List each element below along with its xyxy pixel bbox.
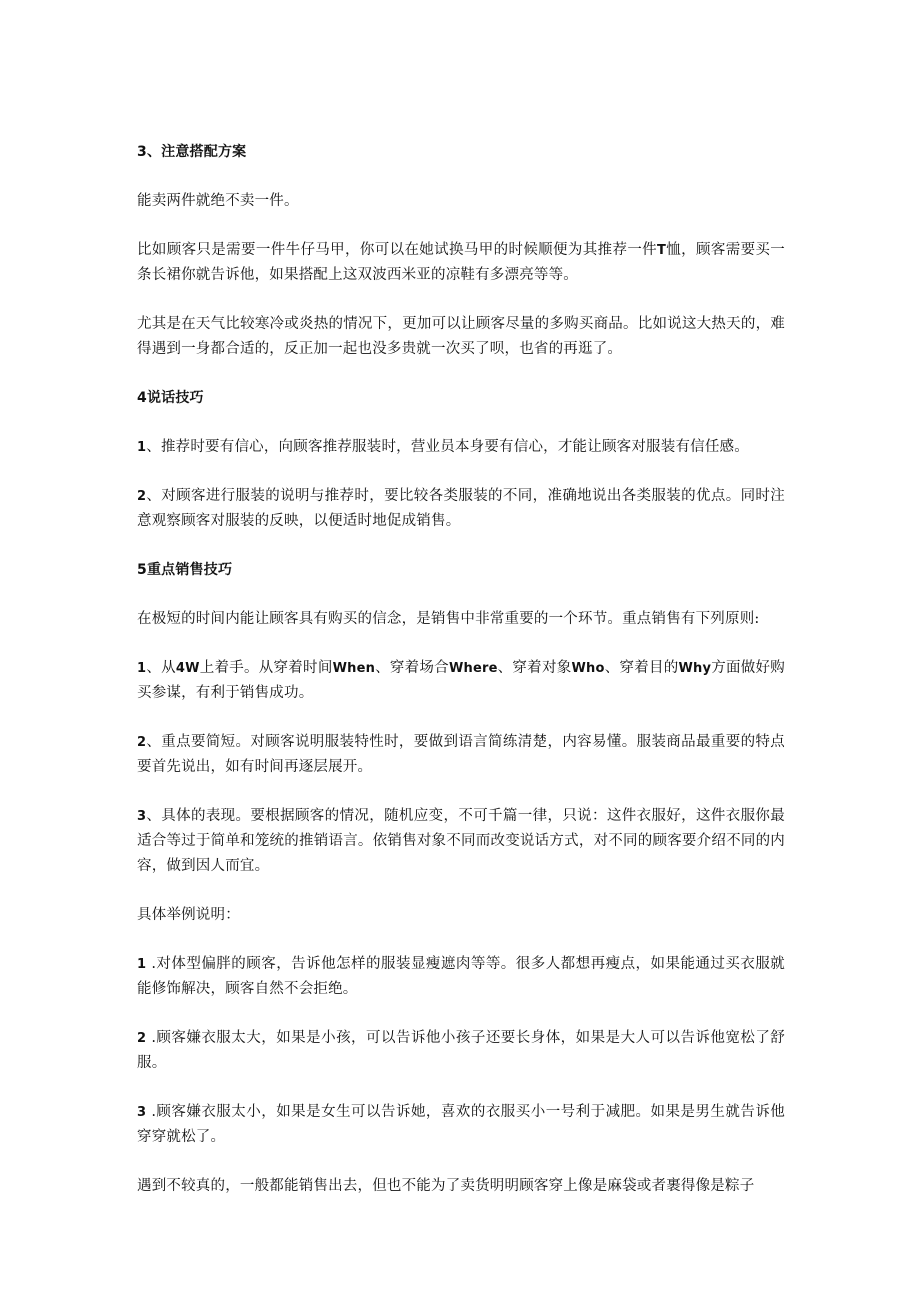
item-number: 1 [137, 661, 147, 676]
examples-label: 具体举例说明： [137, 907, 240, 923]
item-text: 、具体的表现。要根据顾客的情况，随机应变，不可千篇一律，只说：这件衣服好，这件衣服你最适合等过于简单和笼统的推销语言。依销售对象不同而改变说话方式，对不同的顾客要介绍不同的内容，做到因人而宜。 [137, 808, 785, 874]
document-page [137, 140, 785, 1199]
section-5-rule-1 [137, 656, 785, 706]
text-run-latin: When [332, 661, 376, 676]
text-run: 、穿着对象 [497, 660, 572, 676]
item-number: 2 [137, 1031, 147, 1046]
section-3-heading: 3、注意搭配方案 [137, 144, 247, 160]
item-text: 、推荐时要有信心，向顾客推荐服装时，营业员本身要有信心，才能让顾客对服装有信任感。 [146, 439, 749, 455]
section-3-paragraph-3: 尤其是在天气比较寒冷或炎热的情况下，更加可以让顾客尽量的多购买商品。比如说这大热天的，难得遇到一身都合适的，反正加一起也没多贵就一次买了呗，也省的再逛了。 [137, 316, 785, 357]
text-run-latin: Why [678, 661, 712, 676]
item-text: .顾客嫌衣服太大，如果是小孩，可以告诉他小孩子还要长身体，如果是大人可以告诉他宽松了舒服。 [137, 1030, 785, 1071]
section-4-item-2 [137, 484, 785, 534]
section-5-intro: 在极短的时间内能让顾客具有购买的信念，是销售中非常重要的一个环节。重点销售有下列原则: [137, 611, 760, 627]
text-run: 恤，顾客需要买一条长裙你就告诉他，如果搭配上这双波西米亚的凉鞋有多漂亮等等。 [137, 242, 785, 283]
text-run-latin: Who [571, 661, 605, 676]
closing-paragraph: 遇到不较真的，一般都能销售出去，但也不能为了卖货明明顾客穿上像是麻袋或者裹得像是粽子 [137, 1178, 755, 1194]
item-text: .对体型偏胖的顾客，告诉他怎样的服装显瘦遮肉等等。很多人都想再瘦点，如果能通过买衣服就能修饰解决，顾客自然不会拒绝。 [137, 956, 785, 997]
section-5-rule-3 [137, 804, 785, 879]
example-1 [137, 952, 785, 1002]
text-run-latin: Where [448, 661, 498, 676]
text-run-latin: T [657, 243, 667, 258]
item-text: .顾客嫌衣服太小，如果是女生可以告诉她，喜欢的衣服买小一号利于减肥。如果是男生就告诉他穿穿就松了。 [137, 1104, 785, 1145]
section-3-paragraph-2 [137, 238, 785, 288]
section-4-item-1 [137, 435, 785, 460]
text-run-latin: 4W [175, 661, 200, 676]
example-3 [137, 1100, 785, 1150]
example-2 [137, 1026, 785, 1076]
section-4-heading: 4说话技巧 [137, 390, 204, 406]
text-run: 、从 [146, 660, 176, 676]
item-number: 3 [137, 1105, 147, 1120]
text-run: 上着手。从穿着时间 [199, 660, 333, 676]
item-number: 3 [137, 809, 147, 824]
text-run: 、穿着目的 [604, 660, 679, 676]
section-5-heading: 5重点销售技巧 [137, 562, 233, 578]
item-number: 2 [137, 735, 147, 750]
section-3-paragraph-1: 能卖两件就绝不卖一件。 [137, 193, 299, 209]
item-number: 2 [137, 489, 147, 504]
item-text: 、对顾客进行服装的说明与推荐时，要比较各类服装的不同，准确地说出各类服装的优点。同时注意观察顾客对服装的反映，以便适时地促成销售。 [137, 488, 785, 529]
text-run: 方面做好购买参谋，有利于销售成功。 [137, 660, 786, 701]
item-number: 1 [137, 957, 147, 972]
section-5-rule-2 [137, 730, 785, 780]
text-run: 比如顾客只是需要一件牛仔马甲，你可以在她试换马甲的时候顺便为其推荐一件 [137, 242, 658, 258]
item-number: 1 [137, 440, 147, 455]
text-run: 、穿着场合 [375, 660, 449, 676]
item-text: 、重点要简短。对顾客说明服装特性时，要做到语言简练清楚，内容易懂。服装商品最重要的特点要首先说出，如有时间再逐层展开。 [137, 734, 785, 775]
